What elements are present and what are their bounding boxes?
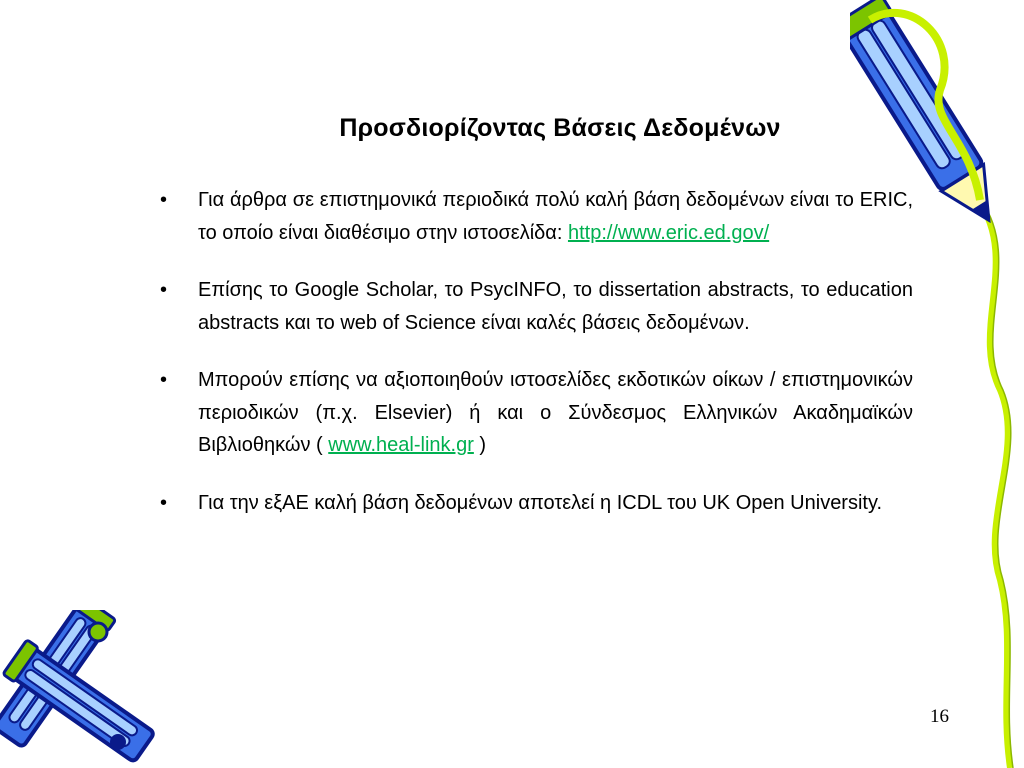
bullet-dot: • xyxy=(160,189,168,211)
bullet-item xyxy=(150,274,913,339)
bullet-dot: • xyxy=(160,279,168,301)
bullet-item xyxy=(150,487,913,520)
bullet-text: Για την εξΑΕ καλή βάση δεδομένων αποτελεί η ICDL του UK Open University. xyxy=(198,491,883,514)
heal-link-link[interactable]: www.heal-link.gr xyxy=(328,434,474,456)
bullet-text-after: ) xyxy=(473,434,487,456)
bullet-text: Για άρθρα σε επιστημονικά περιοδικά πολύ καλή βάση δεδομένων είναι το ERIC, το οποίο είναι διαθέσιμο στην ιστοσελίδα: xyxy=(198,189,913,244)
crossed-pencils-clipart xyxy=(0,610,160,768)
slide-title: Προσδιορίζοντας Βάσεις Δεδομένων xyxy=(339,114,781,142)
bullet-text: Επίσης το Google Scholar, το PsycINFO, το dissertation abstracts, το education abstracts και το web of Science είναι καλές βάσεις δεδομένων. xyxy=(198,279,913,334)
bullet-dot: • xyxy=(160,491,168,514)
eric-link[interactable]: http://www.eric.ed.gov/ xyxy=(567,221,770,244)
bullet-text: Μπορούν επίσης να αξιοποιηθούν ιστοσελίδες εκδοτικών οίκων / επιστημονικών περιοδικών (π.χ. Elsevier) ή και ο Σύνδεσμος Ελληνικών Ακαδημαϊκών Βιβλιοθηκών ( xyxy=(198,369,913,456)
bullet-dot: • xyxy=(160,369,168,391)
bullet-list xyxy=(150,184,913,544)
bullet-item xyxy=(150,364,913,462)
page-number: 16 xyxy=(930,706,949,727)
bullet-item xyxy=(150,184,913,249)
